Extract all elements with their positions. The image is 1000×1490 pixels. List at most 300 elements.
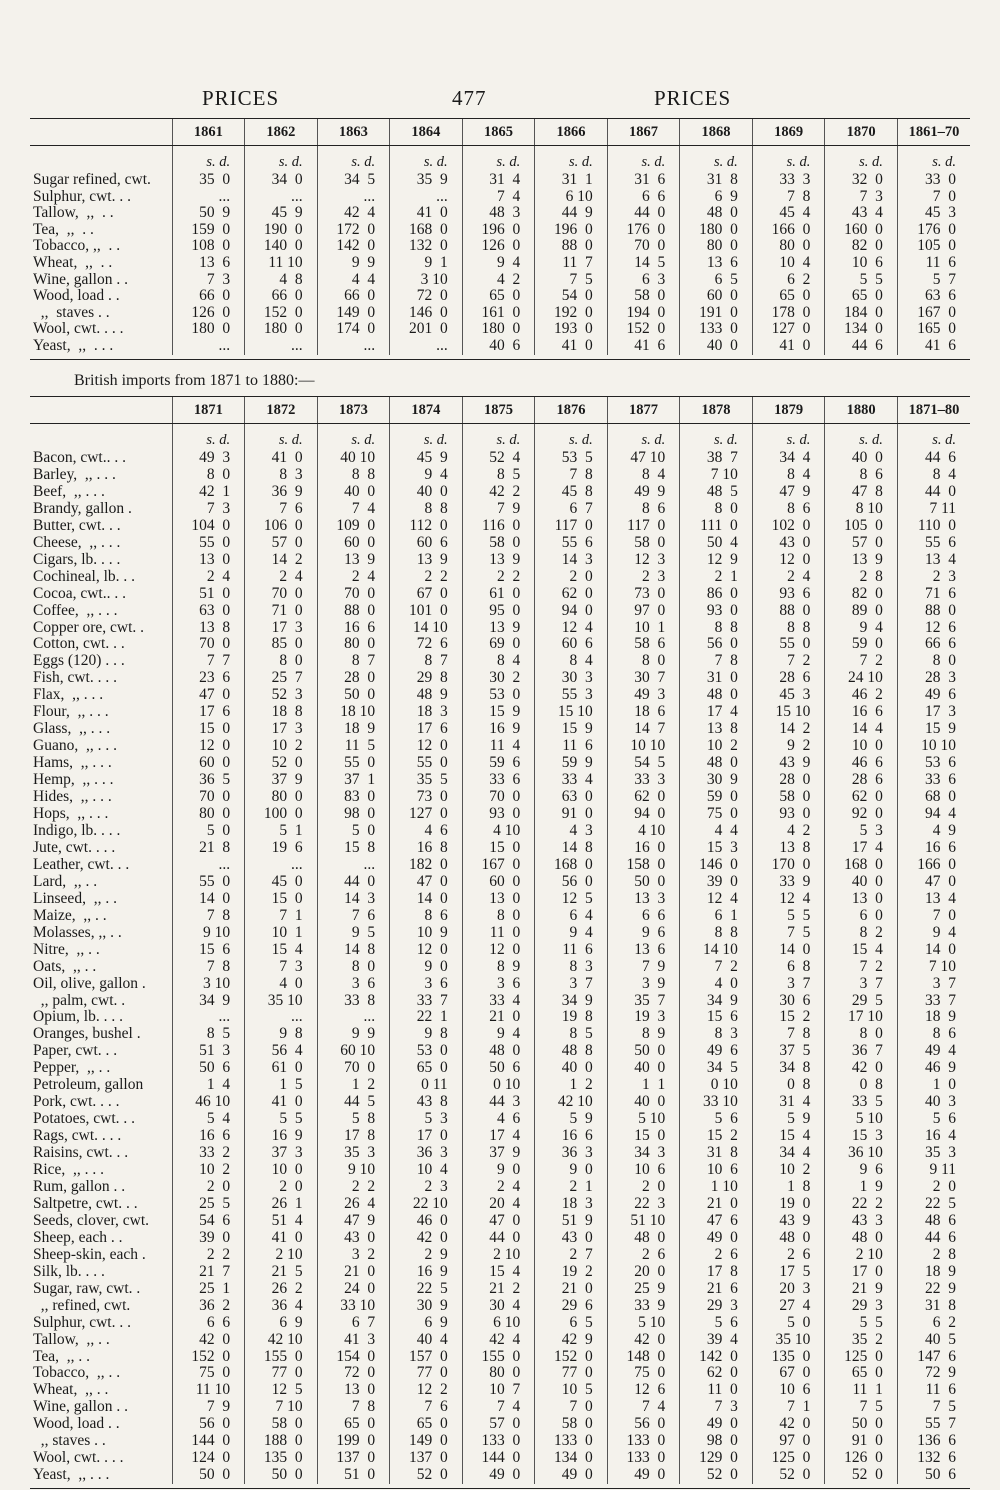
year-header: 1861 xyxy=(172,119,245,146)
price-cell: 4 9 xyxy=(897,823,970,840)
price-cell: 46 6 xyxy=(825,755,898,772)
price-cell: 44 3 xyxy=(462,1094,535,1111)
price-cell: 172 0 xyxy=(317,222,390,239)
price-cell: 9 0 xyxy=(390,959,463,976)
price-cell: 29 3 xyxy=(680,1298,753,1315)
price-cell: 146 0 xyxy=(390,305,463,322)
price-cell: 46 9 xyxy=(897,1060,970,1077)
price-cell: 36 10 xyxy=(825,1145,898,1162)
price-cell: 14 2 xyxy=(245,552,318,569)
price-cell: 61 0 xyxy=(245,1060,318,1077)
unit-label: s. d. xyxy=(607,146,680,173)
price-cell: 62 0 xyxy=(825,789,898,806)
price-cell: 58 0 xyxy=(535,1416,608,1433)
price-cell: 56 0 xyxy=(172,1416,245,1433)
commodity-label: Seeds, clover, cwt. xyxy=(33,1212,150,1229)
price-cell: 59 0 xyxy=(825,636,898,653)
price-cell: 58 6 xyxy=(607,636,680,653)
price-cell: 43 3 xyxy=(825,1213,898,1230)
table-row xyxy=(30,704,970,721)
price-cell: 5 5 xyxy=(245,1111,318,1128)
price-cell: 152 0 xyxy=(535,1349,608,1366)
commodity-label: Pork, cwt. . . . xyxy=(33,1094,120,1111)
price-cell: 12 0 xyxy=(390,738,463,755)
price-cell: 174 0 xyxy=(317,321,390,338)
price-cell: 33 8 xyxy=(317,993,390,1010)
price-cell: 7 8 xyxy=(535,467,608,484)
price-cell: 43 0 xyxy=(535,1230,608,1247)
table-row xyxy=(30,772,970,789)
table-row xyxy=(30,1145,970,1162)
price-cell: 201 0 xyxy=(390,321,463,338)
price-cell: 15 9 xyxy=(535,721,608,738)
table-row xyxy=(30,1365,970,1382)
price-cell: 45 3 xyxy=(752,687,825,704)
price-cell: 47 10 xyxy=(607,450,680,467)
price-cell: 10 2 xyxy=(172,1162,245,1179)
price-cell: 21 0 xyxy=(317,1264,390,1281)
table-row xyxy=(30,272,970,289)
price-cell: 80 0 xyxy=(172,806,245,823)
price-cell: 11 1 xyxy=(825,1382,898,1399)
price-cell: 5 3 xyxy=(825,823,898,840)
table-row xyxy=(30,1247,970,1264)
price-cell: 80 0 xyxy=(245,789,318,806)
commodity-label: Rags, cwt. . . . xyxy=(33,1128,122,1145)
price-cell: 7 1 xyxy=(752,1399,825,1416)
price-cell: 49 3 xyxy=(172,450,245,467)
price-cell: 190 0 xyxy=(245,222,318,239)
price-cell: 166 0 xyxy=(752,222,825,239)
price-cell: 9 4 xyxy=(462,1026,535,1043)
commodity-label: Oats, ,, . . xyxy=(33,958,97,975)
table-row xyxy=(30,908,970,925)
price-cell: 42 9 xyxy=(535,1332,608,1349)
price-cell: 33 3 xyxy=(752,172,825,189)
price-cell: 50 0 xyxy=(245,1467,318,1484)
price-cell: 31 8 xyxy=(897,1298,970,1315)
commodity-label: Silk, lb. . . . xyxy=(33,1263,105,1280)
price-cell: 12 5 xyxy=(245,1382,318,1399)
price-cell: 8 7 xyxy=(390,653,463,670)
price-cell: 149 0 xyxy=(390,1433,463,1450)
table-row xyxy=(30,874,970,891)
price-cell: 49 6 xyxy=(680,1043,753,1060)
price-cell: 10 4 xyxy=(752,255,825,272)
price-cell: 89 0 xyxy=(825,603,898,620)
price-cell: 11 7 xyxy=(535,255,608,272)
table-row xyxy=(30,238,970,255)
commodity-label: Tallow, ,, . . xyxy=(33,1331,110,1348)
price-cell: 127 0 xyxy=(752,321,825,338)
commodity-label: Wheat, ,, . . xyxy=(33,254,113,271)
price-cell: 184 0 xyxy=(825,305,898,322)
table-row xyxy=(30,1196,970,1213)
price-cell: 48 9 xyxy=(390,687,463,704)
price-cell: 54 6 xyxy=(172,1213,245,1230)
price-cell: 9 8 xyxy=(390,1026,463,1043)
price-cell: 12 4 xyxy=(752,891,825,908)
year-header: 1874 xyxy=(390,397,463,424)
price-cell: 39 4 xyxy=(680,1332,753,1349)
price-cell: 15 2 xyxy=(752,1009,825,1026)
price-cell: 48 0 xyxy=(462,1043,535,1060)
price-cell: 33 7 xyxy=(390,993,463,1010)
commodity-label: Oil, olive, gallon . xyxy=(33,975,146,992)
price-cell: 133 0 xyxy=(680,321,753,338)
price-cell: 88 0 xyxy=(897,603,970,620)
price-cell: 49 0 xyxy=(607,1467,680,1484)
price-cell: 167 0 xyxy=(462,857,535,874)
table-row xyxy=(30,288,970,305)
price-cell: 15 10 xyxy=(752,704,825,721)
price-cell: 55 3 xyxy=(535,687,608,704)
price-cell: 42 4 xyxy=(462,1332,535,1349)
price-cell: 66 0 xyxy=(245,288,318,305)
price-cell: 2 4 xyxy=(172,569,245,586)
price-cell: 2 4 xyxy=(317,569,390,586)
price-cell: 16 4 xyxy=(897,1128,970,1145)
price-cell: 5 0 xyxy=(317,823,390,840)
table-row xyxy=(30,1009,970,1026)
price-cell: 2 10 xyxy=(245,1247,318,1264)
commodity-label: Jute, cwt. . . . xyxy=(33,839,116,856)
price-cell: 149 0 xyxy=(317,305,390,322)
price-cell: 53 5 xyxy=(535,450,608,467)
price-cell: 43 9 xyxy=(752,1213,825,1230)
price-cell: 20 4 xyxy=(462,1196,535,1213)
price-cell: 8 0 xyxy=(317,959,390,976)
price-cell: 16 6 xyxy=(535,1128,608,1145)
price-cell: 5 5 xyxy=(825,1315,898,1332)
price-cell: 22 1 xyxy=(390,1009,463,1026)
price-cell: 86 0 xyxy=(680,586,753,603)
price-cell: 127 0 xyxy=(390,806,463,823)
table-row xyxy=(30,925,970,942)
table-row xyxy=(30,1043,970,1060)
price-cell: 50 0 xyxy=(825,1416,898,1433)
price-cell: 7 8 xyxy=(172,908,245,925)
price-cell: 66 6 xyxy=(897,636,970,653)
table-row xyxy=(30,620,970,637)
commodity-label: Potatoes, cwt. . . xyxy=(33,1111,136,1128)
price-cell: 94 0 xyxy=(535,603,608,620)
price-cell: 60 0 xyxy=(462,874,535,891)
price-cell: 3 7 xyxy=(752,976,825,993)
price-cell: 30 7 xyxy=(607,670,680,687)
price-cell: 52 4 xyxy=(462,450,535,467)
price-cell: 147 6 xyxy=(897,1349,970,1366)
price-cell: 14 5 xyxy=(607,255,680,272)
price-cell: 8 6 xyxy=(897,1026,970,1043)
price-cell: 42 0 xyxy=(172,1332,245,1349)
commodity-label: Hemp, ,, . . . xyxy=(33,772,114,789)
price-cell: 6 10 xyxy=(535,189,608,206)
price-cell: 70 0 xyxy=(462,789,535,806)
table-row xyxy=(30,1128,970,1145)
price-cell: 166 0 xyxy=(897,857,970,874)
price-cell: 3 6 xyxy=(390,976,463,993)
price-cell: 50 4 xyxy=(680,535,753,552)
price-cell: 49 9 xyxy=(607,484,680,501)
commodity-label: Sugar, raw, cwt. . xyxy=(33,1280,141,1297)
price-cell: 34 9 xyxy=(535,993,608,1010)
price-cell: 2 1 xyxy=(535,1179,608,1196)
price-cell: 8 3 xyxy=(680,1026,753,1043)
table-row xyxy=(30,1382,970,1399)
table-row xyxy=(30,467,970,484)
price-cell: 146 0 xyxy=(680,857,753,874)
price-cell: 7 8 xyxy=(752,189,825,206)
price-cell: 0 8 xyxy=(825,1077,898,1094)
price-cell: 167 0 xyxy=(897,305,970,322)
price-cell: 39 0 xyxy=(680,874,753,891)
unit-label: s. d. xyxy=(607,424,680,451)
table-row xyxy=(30,1450,970,1467)
price-cell: 7 2 xyxy=(825,653,898,670)
price-cell: 51 3 xyxy=(172,1043,245,1060)
price-cell: 8 6 xyxy=(752,501,825,518)
price-cell: 30 9 xyxy=(390,1298,463,1315)
price-cell: 51 0 xyxy=(172,586,245,603)
commodity-label: ,, staves . . xyxy=(33,1433,106,1450)
price-cell: 8 6 xyxy=(390,908,463,925)
price-cell: 17 3 xyxy=(245,721,318,738)
price-cell: 14 8 xyxy=(317,942,390,959)
price-cell: 33 6 xyxy=(897,772,970,789)
price-cell: 34 8 xyxy=(752,1060,825,1077)
price-cell: 62 0 xyxy=(535,586,608,603)
price-cell: 63 0 xyxy=(172,603,245,620)
price-cell: 17 0 xyxy=(825,1264,898,1281)
price-cell: 32 0 xyxy=(825,172,898,189)
price-cell: 3 9 xyxy=(607,976,680,993)
price-cell: 42 10 xyxy=(535,1094,608,1111)
price-cell: 52 0 xyxy=(390,1467,463,1484)
price-cell: 8 8 xyxy=(680,925,753,942)
price-cell: 8 0 xyxy=(607,653,680,670)
price-cell: 132 6 xyxy=(897,1450,970,1467)
price-cell: 144 0 xyxy=(462,1450,535,1467)
price-cell: 52 3 xyxy=(245,687,318,704)
price-cell: 1 5 xyxy=(245,1077,318,1094)
price-cell: 65 0 xyxy=(390,1416,463,1433)
unit-label: s. d. xyxy=(680,424,753,451)
price-cell: 40 0 xyxy=(390,484,463,501)
price-cell: 15 6 xyxy=(172,942,245,959)
table-row xyxy=(30,993,970,1010)
price-cell: 16 6 xyxy=(317,620,390,637)
unit-label: s. d. xyxy=(317,424,390,451)
price-cell: 142 0 xyxy=(317,238,390,255)
table-row xyxy=(30,189,970,206)
price-cell: 7 11 xyxy=(897,501,970,518)
price-cell: 41 6 xyxy=(607,338,680,355)
price-cell: 55 7 xyxy=(897,1416,970,1433)
price-cell: 8 3 xyxy=(535,959,608,976)
price-cell: 2 0 xyxy=(607,1179,680,1196)
price-cell: 92 0 xyxy=(825,806,898,823)
running-header-left: PRICES xyxy=(202,86,280,110)
price-cell: 148 0 xyxy=(607,1349,680,1366)
price-cell: 82 0 xyxy=(825,238,898,255)
price-cell: 42 4 xyxy=(317,205,390,222)
price-cell: 22 9 xyxy=(897,1281,970,1298)
price-cell: 102 0 xyxy=(752,518,825,535)
price-cell: 62 0 xyxy=(680,1365,753,1382)
price-cell: 8 0 xyxy=(825,1026,898,1043)
price-cell: 2 3 xyxy=(390,1179,463,1196)
table-row xyxy=(30,586,970,603)
price-cell: 46 10 xyxy=(172,1094,245,1111)
price-cell: 109 0 xyxy=(317,518,390,535)
price-cell: 41 0 xyxy=(245,1230,318,1247)
price-cell: 1 10 xyxy=(680,1179,753,1196)
price-cell: 31 4 xyxy=(462,172,535,189)
price-cell: 30 2 xyxy=(462,670,535,687)
price-cell: 1 0 xyxy=(897,1077,970,1094)
price-cell: 72 9 xyxy=(897,1365,970,1382)
price-cell: 165 0 xyxy=(897,321,970,338)
commodity-label: Raisins, cwt. . . xyxy=(33,1145,129,1162)
price-cell: 77 0 xyxy=(390,1365,463,1382)
price-cell: 180 0 xyxy=(245,321,318,338)
commodity-label: Wood, load . . xyxy=(33,1416,120,1433)
price-cell: 36 5 xyxy=(172,772,245,789)
year-header: 1861–70 xyxy=(897,119,970,146)
price-cell: 1 4 xyxy=(172,1077,245,1094)
price-cell: 10 9 xyxy=(390,925,463,942)
commodity-label: Molasses, ,, . . xyxy=(33,924,122,941)
price-cell: 37 1 xyxy=(317,772,390,789)
year-header: 1869 xyxy=(752,119,825,146)
price-cell: 5 7 xyxy=(897,272,970,289)
price-cell: 9 1 xyxy=(390,255,463,272)
price-cell: 10 4 xyxy=(390,1162,463,1179)
unit-header-row xyxy=(30,424,970,451)
price-cell: 48 0 xyxy=(680,755,753,772)
price-cell: 4 3 xyxy=(535,823,608,840)
price-cell: 42 2 xyxy=(462,484,535,501)
price-cell: 15 0 xyxy=(607,1128,680,1145)
price-cell: 3 10 xyxy=(390,272,463,289)
price-cell: 44 0 xyxy=(897,484,970,501)
price-cell: 7 7 xyxy=(172,653,245,670)
price-cell: 2 9 xyxy=(390,1247,463,1264)
price-cell: 53 6 xyxy=(897,755,970,772)
price-cell: 8 5 xyxy=(462,467,535,484)
price-cell: 160 0 xyxy=(825,222,898,239)
price-cell: 43 9 xyxy=(752,755,825,772)
table-row xyxy=(30,222,970,239)
price-cell: 65 0 xyxy=(825,1365,898,1382)
price-cell: 6 1 xyxy=(680,908,753,925)
price-cell: 7 1 xyxy=(245,908,318,925)
price-cell: 35 9 xyxy=(390,172,463,189)
price-cell: 44 0 xyxy=(607,205,680,222)
price-cell: 36 3 xyxy=(390,1145,463,1162)
price-cell: 126 0 xyxy=(462,238,535,255)
price-cell: 21 0 xyxy=(680,1196,753,1213)
year-header: 1867 xyxy=(607,119,680,146)
price-cell: 6 7 xyxy=(535,501,608,518)
price-cell: 188 0 xyxy=(245,1433,318,1450)
price-cell: 10 0 xyxy=(825,738,898,755)
price-cell: 71 6 xyxy=(897,586,970,603)
price-cell: 176 0 xyxy=(607,222,680,239)
price-cell: 75 0 xyxy=(172,1365,245,1382)
table-row xyxy=(30,1060,970,1077)
table-body xyxy=(30,172,970,355)
price-cell: 48 0 xyxy=(825,1230,898,1247)
price-cell: 16 9 xyxy=(390,1264,463,1281)
price-cell: 104 0 xyxy=(172,518,245,535)
price-cell: 10 7 xyxy=(462,1382,535,1399)
table-row xyxy=(30,670,970,687)
price-cell: 168 0 xyxy=(390,222,463,239)
price-cell: 13 0 xyxy=(317,1382,390,1399)
price-cell: 7 4 xyxy=(607,1399,680,1416)
price-cell: 44 9 xyxy=(535,205,608,222)
price-cell: 46 0 xyxy=(390,1213,463,1230)
price-cell: 42 0 xyxy=(752,1416,825,1433)
price-cell: ... xyxy=(317,857,390,874)
table-row xyxy=(30,653,970,670)
table-row xyxy=(30,823,970,840)
price-cell: 12 0 xyxy=(752,552,825,569)
price-cell: 7 6 xyxy=(390,1399,463,1416)
price-cell: 41 0 xyxy=(245,1094,318,1111)
table-row xyxy=(30,1026,970,1043)
price-cell: 7 4 xyxy=(317,501,390,518)
price-cell: 13 4 xyxy=(897,552,970,569)
price-cell: 50 0 xyxy=(172,1467,245,1484)
price-cell: 7 5 xyxy=(897,1399,970,1416)
price-cell: 58 0 xyxy=(607,535,680,552)
price-cell: 2 0 xyxy=(172,1179,245,1196)
commodity-label: Leather, cwt. . . xyxy=(33,856,130,873)
price-cell: 10 1 xyxy=(607,620,680,637)
price-cell: ... xyxy=(390,189,463,206)
price-cell: 7 8 xyxy=(680,653,753,670)
commodity-label: Butter, cwt. . . xyxy=(33,517,121,534)
price-cell: 22 5 xyxy=(897,1196,970,1213)
price-cell: 7 0 xyxy=(897,189,970,206)
price-cell: 10 2 xyxy=(245,738,318,755)
price-cell: 8 0 xyxy=(245,653,318,670)
price-cell: 50 0 xyxy=(607,874,680,891)
price-cell: 5 10 xyxy=(607,1111,680,1128)
price-cell: 7 2 xyxy=(825,959,898,976)
price-cell: 176 0 xyxy=(897,222,970,239)
price-cell: 12 0 xyxy=(172,738,245,755)
price-cell: 7 10 xyxy=(897,959,970,976)
price-cell: 4 0 xyxy=(245,976,318,993)
price-cell: 2 3 xyxy=(897,569,970,586)
table-body xyxy=(30,450,970,1484)
price-cell: 31 0 xyxy=(680,670,753,687)
price-cell: 36 2 xyxy=(172,1298,245,1315)
commodity-label: Oranges, bushel . xyxy=(33,1026,141,1043)
price-cell: 108 0 xyxy=(172,238,245,255)
header-blank xyxy=(30,119,172,146)
price-cell: 11 6 xyxy=(535,738,608,755)
price-cell: 55 0 xyxy=(172,874,245,891)
price-cell: 4 4 xyxy=(680,823,753,840)
price-cell: 0 11 xyxy=(390,1077,463,1094)
price-cell: 44 6 xyxy=(825,338,898,355)
price-cell: 9 9 xyxy=(317,255,390,272)
